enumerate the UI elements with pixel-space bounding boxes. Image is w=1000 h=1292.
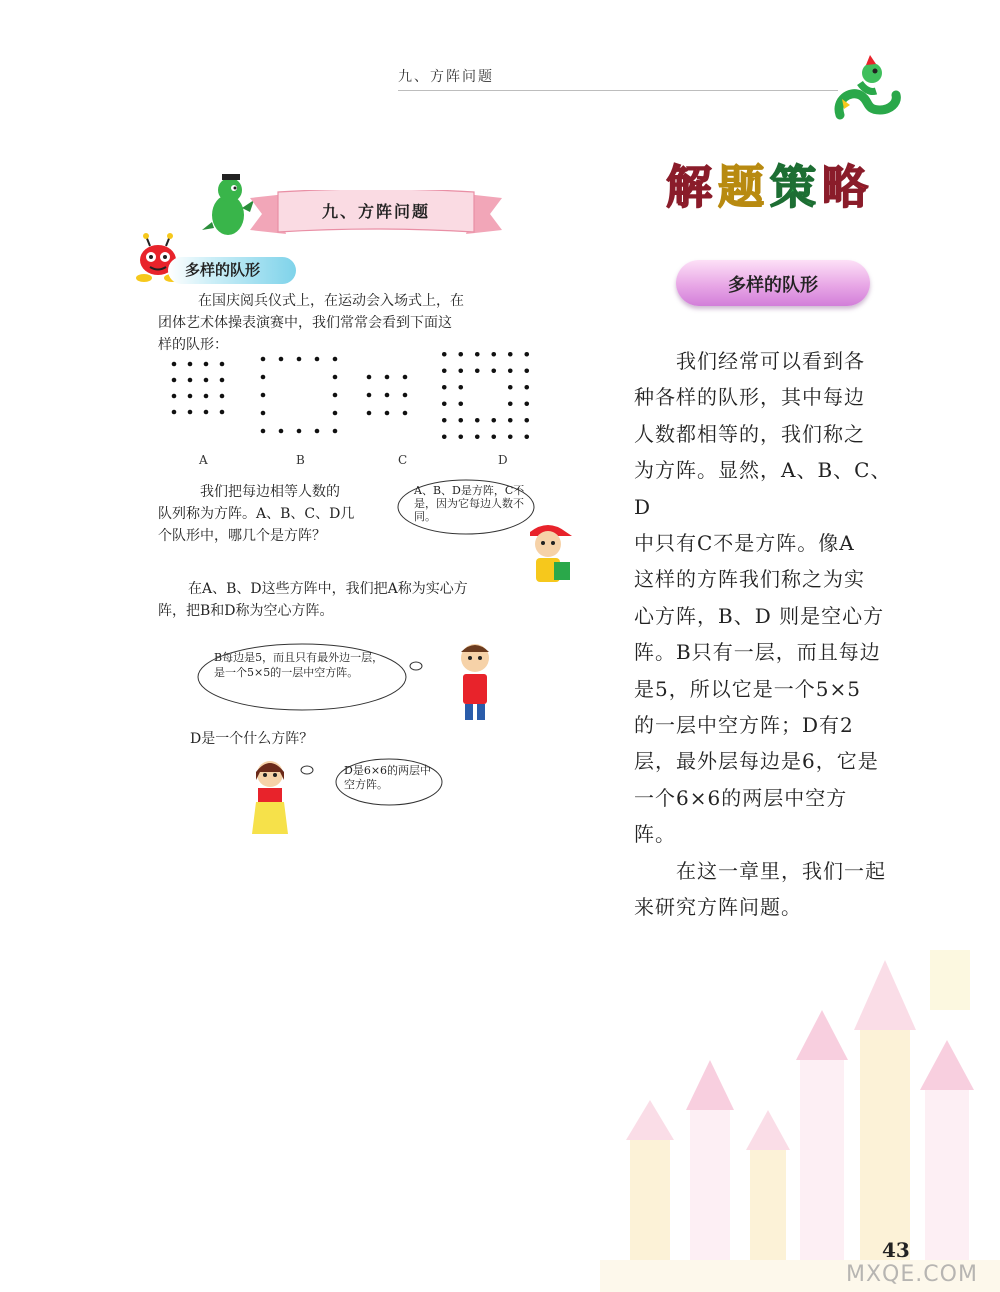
strategy-line: 一个6×6的两层中空方 (634, 785, 848, 810)
formation-dot (491, 352, 496, 357)
intro-line: 在国庆阅兵仪式上，在运动会入场式上，在 (198, 293, 464, 309)
strategy-title-char: 题 (718, 160, 764, 214)
formation-dot (279, 357, 284, 362)
strategy-title-char: 策 (770, 160, 816, 214)
dinosaur-mascot-icon (198, 170, 258, 240)
formation-dot (458, 352, 463, 357)
definition-paragraph (158, 481, 398, 547)
formation-dot (220, 362, 225, 367)
formation-c-figure (360, 368, 422, 428)
formation-dot (385, 375, 390, 380)
definition-line: 队列称为方阵。A、B、C、D几 (158, 506, 355, 522)
formation-dot (475, 418, 480, 423)
formation-dot (442, 401, 447, 406)
formation-d-figure (436, 346, 536, 446)
strategy-line: 层，最外层每边是6，它是 (634, 749, 879, 774)
formation-dot (367, 375, 372, 380)
formation-dot (220, 394, 225, 399)
formation-dot (442, 352, 447, 357)
formation-dot (508, 385, 513, 390)
strategy-closing-line: 来研究方阵问题。 (634, 895, 802, 920)
formation-dot (188, 410, 193, 415)
formation-dot (333, 393, 338, 398)
formation-dot (458, 401, 463, 406)
formation-dot (442, 385, 447, 390)
fig-a-dots (166, 356, 230, 420)
strategy-line: 这样的方阵我们称之为实 (634, 567, 865, 592)
question-text: D是一个什么方阵？ (190, 731, 314, 747)
formation-dot (442, 434, 447, 439)
formation-dot (491, 418, 496, 423)
formation-dot (172, 378, 177, 383)
fig-c-dots (360, 368, 414, 422)
formation-dot (172, 394, 177, 399)
strategy-closing-line: 在这一章里，我们一起 (676, 858, 886, 883)
strategy-line: 我们经常可以看到各 (676, 349, 865, 373)
formation-dot (204, 394, 209, 399)
strategy-line: 中只有C不是方阵。像A (634, 531, 855, 556)
formation-dot (524, 418, 529, 423)
formation-dot (261, 357, 266, 362)
formation-dot (220, 378, 225, 383)
strategy-title-char: 解 (666, 160, 712, 214)
formation-dot (403, 411, 408, 416)
formation-dot (491, 368, 496, 373)
strategy-line: 种各样的队形，其中每边 (634, 385, 865, 410)
intro-line: 团体艺术体操表演赛中，我们常常会看到下面这 (158, 315, 452, 331)
strategy-line: 阵。 (634, 822, 676, 847)
formation-dot (475, 352, 480, 357)
formation-dot (508, 368, 513, 373)
figure-label-c: C (398, 453, 408, 467)
formation-dot (297, 429, 302, 434)
strategy-title (666, 155, 876, 215)
formation-dot (188, 378, 193, 383)
watermark-text: MXQE.COM (846, 1262, 978, 1287)
formation-dot (261, 411, 266, 416)
formation-dot (188, 394, 193, 399)
figure-label-a: A (199, 453, 208, 467)
strategy-line: 的一层中空方阵；D有2 (634, 713, 854, 738)
formation-dot (172, 410, 177, 415)
formation-dot (524, 352, 529, 357)
formation-dot (458, 385, 463, 390)
bubble-b-explanation: B每边是5，而且只有最外边一层，是一个5×5的一层中空方阵。 (214, 651, 384, 679)
header-rule (398, 90, 838, 91)
formation-dot (333, 357, 338, 362)
fig-d-dots (436, 346, 535, 445)
thought-dot (300, 765, 314, 775)
strategy-line: 是5，所以它是一个5×5 (634, 676, 861, 701)
formation-dot (508, 401, 513, 406)
formation-dot (261, 375, 266, 380)
formation-dot (172, 362, 177, 367)
strategy-title-char: 略 (822, 160, 868, 214)
formation-dot (315, 357, 320, 362)
formation-dot (524, 368, 529, 373)
chapter-title: 九、方阵问题 (321, 202, 430, 221)
formation-dot (385, 411, 390, 416)
page-number: 43 (882, 1238, 910, 1262)
bubble-d-answer: D是6×6的两层中空方阵。 (344, 764, 432, 791)
bubble-answer-text: A、B、D是方阵，C不是，因为它每边人数不同。 (414, 484, 525, 523)
formation-dot (458, 434, 463, 439)
formation-dot (475, 368, 480, 373)
dragon-mascot-icon (830, 55, 902, 125)
girl-icon (248, 758, 292, 840)
formation-dot (367, 393, 372, 398)
formation-dot (524, 385, 529, 390)
solid-line: 阵，把B和D称为空心方阵。 (158, 603, 334, 619)
running-header: 九、方阵问题 (398, 69, 494, 85)
strategy-text (634, 343, 900, 926)
formation-dot (385, 393, 390, 398)
formation-dot (508, 352, 513, 357)
figure-label-d: D (498, 453, 508, 467)
formation-dot (220, 410, 225, 415)
formation-b-figure (254, 350, 344, 440)
formation-dot (475, 434, 480, 439)
section-label: 多样的队形 (185, 261, 261, 279)
formation-dot (367, 411, 372, 416)
figure-label-b: B (296, 453, 305, 467)
formation-dot (279, 429, 284, 434)
definition-line: 我们把每边相等人数的 (200, 484, 340, 500)
formation-a-figure (166, 356, 246, 436)
definition-line: 个队形中，哪几个是方阵？ (158, 528, 326, 544)
formation-dot (315, 429, 320, 434)
formation-dot (508, 418, 513, 423)
strategy-line: 为方阵。显然，A、B、C、D (634, 458, 892, 519)
intro-line: 样的队形： (158, 337, 228, 353)
formation-dot (491, 434, 496, 439)
formation-dot (204, 362, 209, 367)
strategy-line: 阵。B只有一层，而且每边 (634, 640, 881, 665)
formation-dot (403, 375, 408, 380)
boy-red-shirt-icon (455, 640, 495, 722)
formation-dot (261, 393, 266, 398)
solid-line: 在A、B、D这些方阵中，我们把A称为实心方 (188, 581, 468, 597)
strategy-line: 心方阵，B、D 则是空心方 (634, 603, 885, 628)
formation-dot (188, 362, 193, 367)
solid-hollow-paragraph (158, 578, 578, 622)
formation-dot (261, 429, 266, 434)
fig-b-dots (254, 350, 344, 440)
formation-dot (524, 434, 529, 439)
strategy-line: 人数都相等的，我们称之 (634, 421, 865, 446)
formation-dot (458, 418, 463, 423)
formation-dot (442, 368, 447, 373)
formation-dot (458, 368, 463, 373)
castle-illustration (600, 940, 1000, 1292)
formation-dot (297, 357, 302, 362)
formation-dot (524, 401, 529, 406)
formation-dot (403, 393, 408, 398)
formation-dot (204, 410, 209, 415)
formation-dot (204, 378, 209, 383)
formation-dot (333, 411, 338, 416)
formation-dot (333, 429, 338, 434)
formation-dot (333, 375, 338, 380)
boy-with-cap-icon (520, 518, 576, 586)
formation-dot (508, 434, 513, 439)
formation-dot (442, 418, 447, 423)
strategy-pill-label: 多样的队形 (728, 275, 818, 296)
